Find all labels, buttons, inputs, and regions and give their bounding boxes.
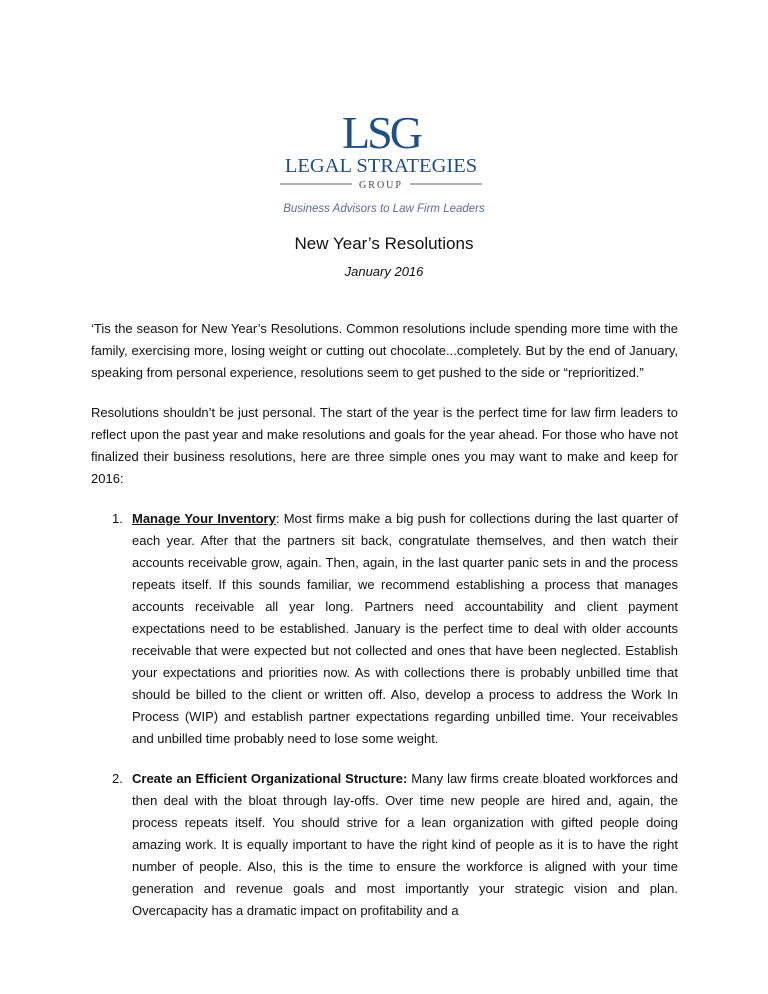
item-number: 2.: [112, 771, 123, 786]
paragraph-resolutions: Resolutions shouldn’t be just personal. The start of the year is the perfect time for law firm leaders to reflect upon the past year and make resolutions and goals for the year ahead. For those who have not finalized their business resolutions, here are three simple ones you may want to make and keep for 2016:: [91, 405, 678, 486]
document-title: New Year’s Resolutions: [294, 234, 474, 253]
document-body: [91, 318, 678, 940]
logo-monogram: LSG: [342, 108, 420, 158]
item-separator: :: [275, 511, 280, 526]
company-logo: [276, 108, 486, 190]
document-date: January 2016: [344, 264, 424, 279]
resolutions-list: [91, 508, 678, 922]
item-number: 1.: [112, 511, 123, 526]
item-text: Many law firms create bloated workforces and then deal with the bloat through lay-offs. Over time new people are hired and, again, the process repeats itself. You should strive for a lean organization with gifted people doing amazing work. It is equally important to have the right kind of people as it is to have the right number of people. Also, this is the time to ensure the workforce is aligned with your time generation and revenue goals and most importantly your strategic vision and plan. Overcapacity has a dramatic impact on profitability and a: [132, 771, 678, 918]
item-heading: Create an Efficient Organizational Structure:: [132, 771, 408, 786]
paragraph-intro: ‘Tis the season for New Year’s Resolutions. Common resolutions include spending more time with the family, exercising more, losing weight or cutting out chocolate...completely. But by the end of January, speaking from personal experience, resolutions seem to get pushed to the side or “reprioritized.”: [91, 321, 678, 380]
tagline: Business Advisors to Law Firm Leaders: [283, 203, 485, 215]
list-item: [91, 768, 678, 922]
logo-sub: GROUP: [359, 180, 403, 190]
item-heading: Manage Your Inventory: [132, 511, 276, 526]
logo-name: LEGAL STRATEGIES: [284, 155, 478, 177]
list-item: [91, 508, 678, 750]
item-text: Most firms make a big push for collections during the last quarter of each year. After that the partners sit back, congratulate themselves, and then watch their accounts receivable grow, again. Then, again, in the last quarter panic sets in and the process repeats itself. If this sounds familiar, we recommend establishing a process that manages accounts receivable all year long. Partners need accountability and client payment expectations need to be established. January is the perfect time to deal with older accounts receivable that were expected but not collected and ones that have been neglected. Establish your expectations and priorities now. As with collections there is probably unbilled time that should be billed to the client or written off. Also, develop a process to address the Work In Process (WIP) and establish partner expectations regarding unbilled time. Your receivables and unbilled time probably need to lose some weight.: [132, 511, 678, 746]
